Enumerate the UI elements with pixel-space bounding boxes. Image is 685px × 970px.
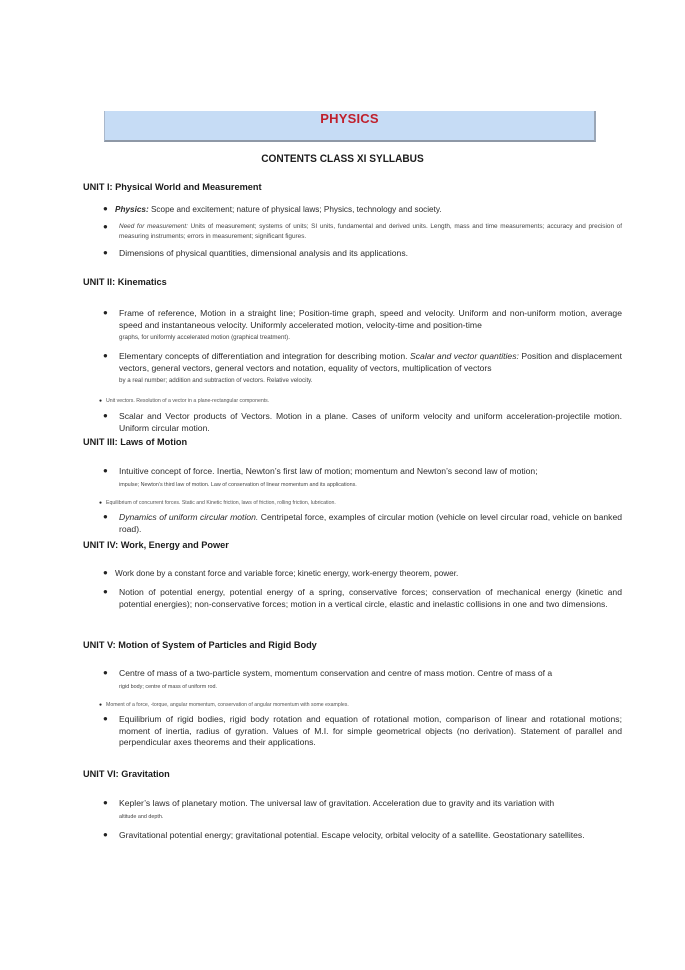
item-text: Equilibrium of rigid bodies, rigid body rotation and equation of rotational motion, comparison of linear and rotational motions; moment of inertia, radius of gyration. Values of M.I. for simple geometrical objects (no derivation). Statement of parallel and perpendicular axes theorems and their applications. (119, 714, 622, 748)
unit-3-heading: UNIT III: Laws of Motion (83, 437, 188, 447)
item-text: Moment of a force, -torque, angular momentum, conservation of angular momentum with some examples. (106, 702, 349, 708)
bullet-icon: ● (103, 714, 108, 723)
bullet-icon: ● (99, 398, 103, 404)
bullet-icon: ● (103, 204, 108, 213)
bullet-icon: ● (103, 568, 108, 577)
item-text: Kepler’s laws of planetary motion. The universal law of gravitation. Acceleration due to gravity and its variation with (119, 798, 555, 808)
item-text: Scope and excitement; nature of physical laws; Physics, technology and society. (148, 205, 442, 214)
item-lead: Need for measurement: (119, 223, 188, 230)
item-text: Units of measurement; systems of units; SI units, fundamental and derived units. Length, mass and time measurements; accuracy and precision of measuring instruments; errors in measurement; significant figures. (119, 223, 623, 240)
item-subtext: by a real number; addition and subtraction of vectors. Relative velocity. (119, 377, 313, 385)
item-text: Scalar and Vector products of Vectors. Motion in a plane. Cases of uniform velocity and uniform acceleration-projectile motion. Uniform circular motion. (119, 411, 622, 433)
item-text: Dimensions of physical quantities, dimensional analysis and its applications. (119, 248, 408, 258)
bullet-icon: ● (103, 308, 108, 317)
item-subtext: graphs, for uniformly accelerated motion (graphical treatment). (119, 334, 290, 342)
banner-title: PHYSICS (320, 111, 379, 126)
bullet-icon: ● (103, 668, 108, 677)
item-text: Work done by a constant force and variable force; kinetic energy, work-energy theorem, power. (115, 569, 459, 578)
item-text: Centripetal force, examples of circular motion (vehicle on level circular road, vehicle on banked road). (119, 512, 622, 534)
page-subtitle: CONTENTS CLASS XI SYLLABUS (261, 153, 424, 165)
item-text: Position and displacement vectors, general vectors, general vectors and notation, equality of vectors, multiplication of vectors (119, 351, 622, 373)
item-lead: Dynamics of uniform circular motion. (119, 512, 259, 522)
bullet-icon: ● (103, 411, 108, 420)
item-subtext: impulse; Newton’s third law of motion. Law of conservation of linear momentum and its applications. (119, 481, 357, 488)
unit-2-heading: UNIT II: Kinematics (83, 277, 167, 287)
unit-6-heading: UNIT VI: Gravitation (83, 769, 170, 779)
bullet-icon: ● (103, 512, 108, 521)
bullet-icon: ● (103, 248, 108, 257)
subject-banner (104, 111, 596, 142)
unit-1-heading: UNIT I: Physical World and Measurement (83, 182, 262, 192)
item-text: Intuitive concept of force. Inertia, Newton’s first law of motion; momentum and Newton’s second law of motion; (119, 466, 538, 476)
item-text: Gravitational potential energy; gravitational potential. Escape velocity, orbital velocity of a satellite. Geostationary satellites. (119, 830, 585, 840)
bullet-icon: ● (103, 222, 108, 231)
bullet-icon: ● (103, 351, 108, 360)
item-text: Unit vectors. Resolution of a vector in a plane-rectangular components. (106, 398, 270, 404)
item-text: Notion of potential energy, potential energy of a spring, conservative forces; conservation of mechanical energy (kinetic and potential energies); non-conservative forces; motion in a vertical circle, elastic and inelastic collisions in one and two dimensions. (119, 587, 622, 609)
item-text: Elementary concepts of differentiation and integration for describing motion. (119, 351, 411, 361)
item-lead: Physics: (115, 205, 149, 214)
bullet-icon: ● (99, 702, 103, 708)
item-subtext: rigid body; centre of mass of uniform rod. (119, 683, 217, 690)
bullet-icon: ● (103, 798, 108, 807)
item-lead: Scalar and vector quantities: (410, 351, 519, 361)
item-text: Frame of reference, Motion in a straight line; Position-time graph, speed and velocity. Uniform and non-uniform motion, average speed and instantaneous velocity. Uniformly accelerated motion, velocity-time and position-time (119, 308, 622, 330)
bullet-icon: ● (103, 466, 108, 475)
bullet-icon: ● (103, 830, 108, 839)
bullet-icon: ● (103, 587, 108, 596)
unit-4-heading: UNIT IV: Work, Energy and Power (83, 540, 229, 550)
unit-5-heading: UNIT V: Motion of System of Particles and Rigid Body (83, 640, 317, 650)
bullet-icon: ● (99, 500, 103, 506)
item-text: Centre of mass of a two-particle system, momentum conservation and centre of mass motion. Centre of mass of a (119, 668, 553, 678)
item-text: Equilibrium of concurrent forces. Static and Kinetic friction, laws of friction, rolling friction, lubrication. (106, 500, 336, 506)
item-subtext: altitude and depth. (119, 813, 164, 820)
